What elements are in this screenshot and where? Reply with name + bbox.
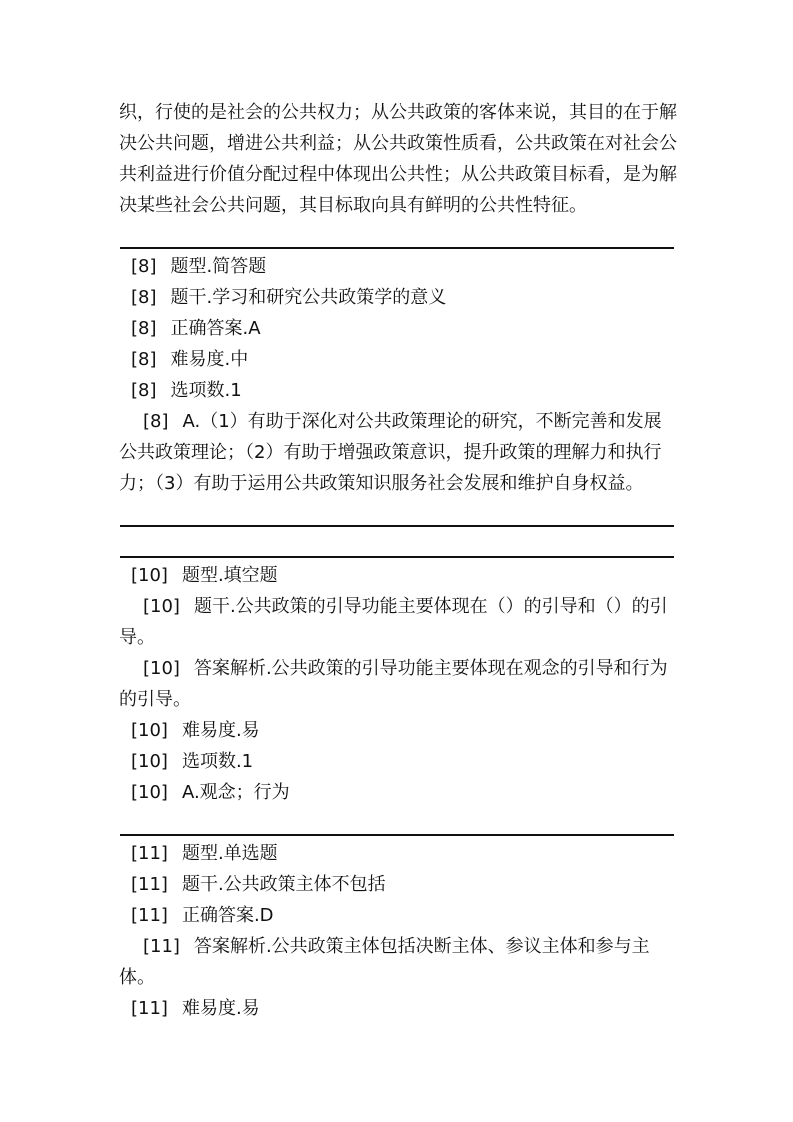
q11-analysis-text: 答案解析.公共政策主体包括决断主体、参议主体和参与主体。 xyxy=(119,936,650,988)
q10-type xyxy=(119,560,691,591)
q10-stem xyxy=(119,591,679,653)
q10-type-text: 题型.填空题 xyxy=(181,565,278,586)
q8-answer xyxy=(119,313,691,344)
q10-tag: [10] xyxy=(131,720,168,741)
q10-analysis xyxy=(119,653,679,715)
q11-tag: [11] xyxy=(131,843,168,864)
q10-tag: [10] xyxy=(131,751,168,772)
q11-stem-text: 题干.公共政策主体不包括 xyxy=(181,874,386,895)
q8-tag: [8] xyxy=(131,287,157,308)
q10-options-count xyxy=(119,746,691,777)
q10-analysis-text: 答案解析.公共政策的引导功能主要体现在观念的引导和行为的引导。 xyxy=(119,658,668,710)
intro-paragraph: 织，行使的是社会的公共权力；从公共政策的客体来说，其目的在于解决公共问题，增进公共利益；从公共政策性质看，公共政策在对社会公共利益进行价值分配过程中体现出公共性；从公共政策目标看，是为解决某些社会公共问题，其目标取向具有鲜明的公共性特征。 xyxy=(119,102,677,216)
divider-rule xyxy=(120,525,674,527)
q10-difficulty xyxy=(119,715,691,746)
q10-option-a xyxy=(119,777,691,808)
q8-options-count-text: 选项数.1 xyxy=(170,380,242,401)
q8-difficulty-text: 难易度.中 xyxy=(170,349,249,370)
q11-answer xyxy=(119,900,691,931)
q8-stem xyxy=(119,282,691,313)
q8-tag: [8] xyxy=(131,380,157,401)
q8-tag: [8] xyxy=(143,411,169,432)
q8-option-a-text: A.（1）有助于深化对公共政策理论的研究，不断完善和发展公共政策理论；（2）有助于增强政策意识，提升政策的理解力和执行力；（3）有助于运用公共政策知识服务社会发展和维护自身权益。 xyxy=(119,411,662,494)
q8-tag: [8] xyxy=(131,256,157,277)
q10-options-count-text: 选项数.1 xyxy=(181,751,254,772)
q10-stem-text: 题干.公共政策的引导功能主要体现在（）的引导和（）的引导。 xyxy=(119,596,668,648)
divider-rule xyxy=(120,834,674,836)
q8-type-text: 题型.简答题 xyxy=(170,256,267,277)
q10-difficulty-text: 难易度.易 xyxy=(181,720,260,741)
q8-tag: [8] xyxy=(131,318,157,339)
q11-type-text: 题型.单选题 xyxy=(181,843,278,864)
q11-tag: [11] xyxy=(143,936,180,957)
q11-stem xyxy=(119,869,691,900)
q8-difficulty xyxy=(119,344,691,375)
q8-type xyxy=(119,251,691,282)
q11-analysis xyxy=(119,931,679,993)
q11-difficulty xyxy=(119,993,691,1024)
q11-tag: [11] xyxy=(131,874,168,895)
q11-difficulty-text: 难易度.易 xyxy=(181,998,260,1019)
q11-tag: [11] xyxy=(131,998,168,1019)
q10-option-a-text: A.观念；行为 xyxy=(181,782,290,803)
q10-tag: [10] xyxy=(131,565,168,586)
q10-tag: [10] xyxy=(131,782,168,803)
q10-tag: [10] xyxy=(143,596,180,617)
q8-tag: [8] xyxy=(131,349,157,370)
q11-answer-text: 正确答案.D xyxy=(181,905,274,926)
q8-answer-text: 正确答案.A xyxy=(170,318,261,339)
q8-options-count xyxy=(119,375,691,406)
q11-tag: [11] xyxy=(131,905,168,926)
q10-tag: [10] xyxy=(143,658,180,679)
q11-type xyxy=(119,838,691,869)
q8-stem-text: 题干.学习和研究公共政策学的意义 xyxy=(170,287,447,308)
divider-rule xyxy=(120,556,674,558)
divider-rule xyxy=(120,247,674,249)
q8-option-a xyxy=(119,406,679,499)
